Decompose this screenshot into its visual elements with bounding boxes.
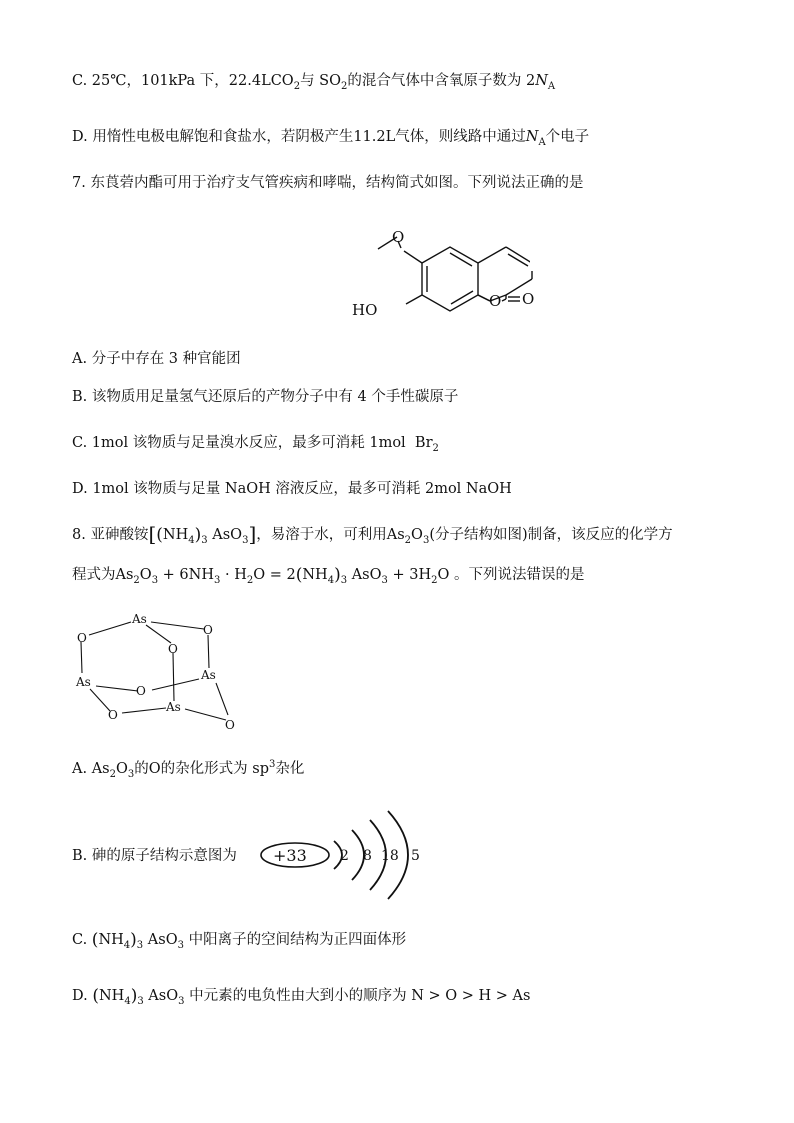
as-atom-label: As (76, 675, 91, 689)
as-atom-label: As (132, 612, 147, 626)
shell-electrons-1: 2 (340, 848, 349, 864)
q6-option-c: C. 25℃，101kPa 下，$22.4LCO_2$与 $SO_2$的混合气体中含氧原子数为 $2N_A$ (72, 73, 556, 92)
as-atom-label: As (166, 700, 181, 714)
o-atom-label: O (108, 708, 118, 722)
q8-option-d: D. $(NH_4)_3$ AsO$_3$ 中元素的电负性由大到小的顺序为 N > O > H > As (72, 986, 531, 1007)
q6-option-d: D. 用惰性电极电解饱和食盐水，若阴极产生11.2L气体，则线路中通过$N_A$个电子 (72, 129, 590, 148)
carbonyl-o-label: O (522, 290, 535, 308)
shell-electrons-4: 5 (411, 848, 420, 864)
q7-option-c: C. 1mol 该物质与足量溴水反应，最多可消耗 1mol $Br_2$ (72, 435, 439, 454)
lactone-bonds (340, 215, 540, 320)
o-atom-label: O (77, 631, 87, 645)
as-atom-label: As (201, 668, 216, 682)
nucleus-label: +33 (273, 846, 307, 865)
o-atom-label: O (136, 684, 146, 698)
shell-electrons-3: 18 (381, 848, 399, 864)
q8-option-a: A. $As_2O_3$的O的杂化形式为 $sp^3$杂化 (72, 759, 305, 780)
q8-stem-line1: 8. 亚砷酸铵[$(NH_4)_3$ AsO$_3$]，易溶于水，可利用$As_2O_3$(分子结构如图)制备，该反应的化学方 (72, 522, 673, 546)
ring-o-label: O (489, 292, 502, 310)
methoxy-o-label: O (392, 228, 405, 246)
q7-option-b: B. 该物质用足量氢气还原后的产物分子中有 4 个手性碳原子 (72, 389, 459, 405)
q7-stem: 7. 东莨菪内酯可用于治疗支气管疾病和哮喘，结构简式如图。下列说法正确的是 (72, 175, 584, 191)
o-atom-label: O (203, 623, 213, 637)
q7-option-d: D. 1mol 该物质与足量 NaOH 溶液反应，最多可消耗 2mol NaOH (72, 481, 512, 497)
q7-option-a: A. 分子中存在 3 种官能团 (72, 351, 241, 367)
q8-stem-line2: 程式为$As_2O_3 + 6NH_3 \cdot H_2O = 2(NH_4)_3$ $AsO_3 + 3H_2O$ 。下列说法错误的是 (72, 565, 585, 586)
q8-option-b: B. 砷的原子结构示意图为 (72, 848, 237, 864)
o-atom-label: O (168, 642, 178, 656)
o-atom-label: O (225, 718, 235, 732)
hydroxy-label: HO (352, 301, 378, 319)
arsenic-atom-diagram (258, 808, 438, 902)
q8-option-c: C. $(NH_4)_3$ AsO$_3$ 中阳离子的空间结构为正四面体形 (72, 930, 407, 951)
shell-electrons-2: 8 (363, 848, 372, 864)
as2o3-structure (68, 605, 248, 737)
